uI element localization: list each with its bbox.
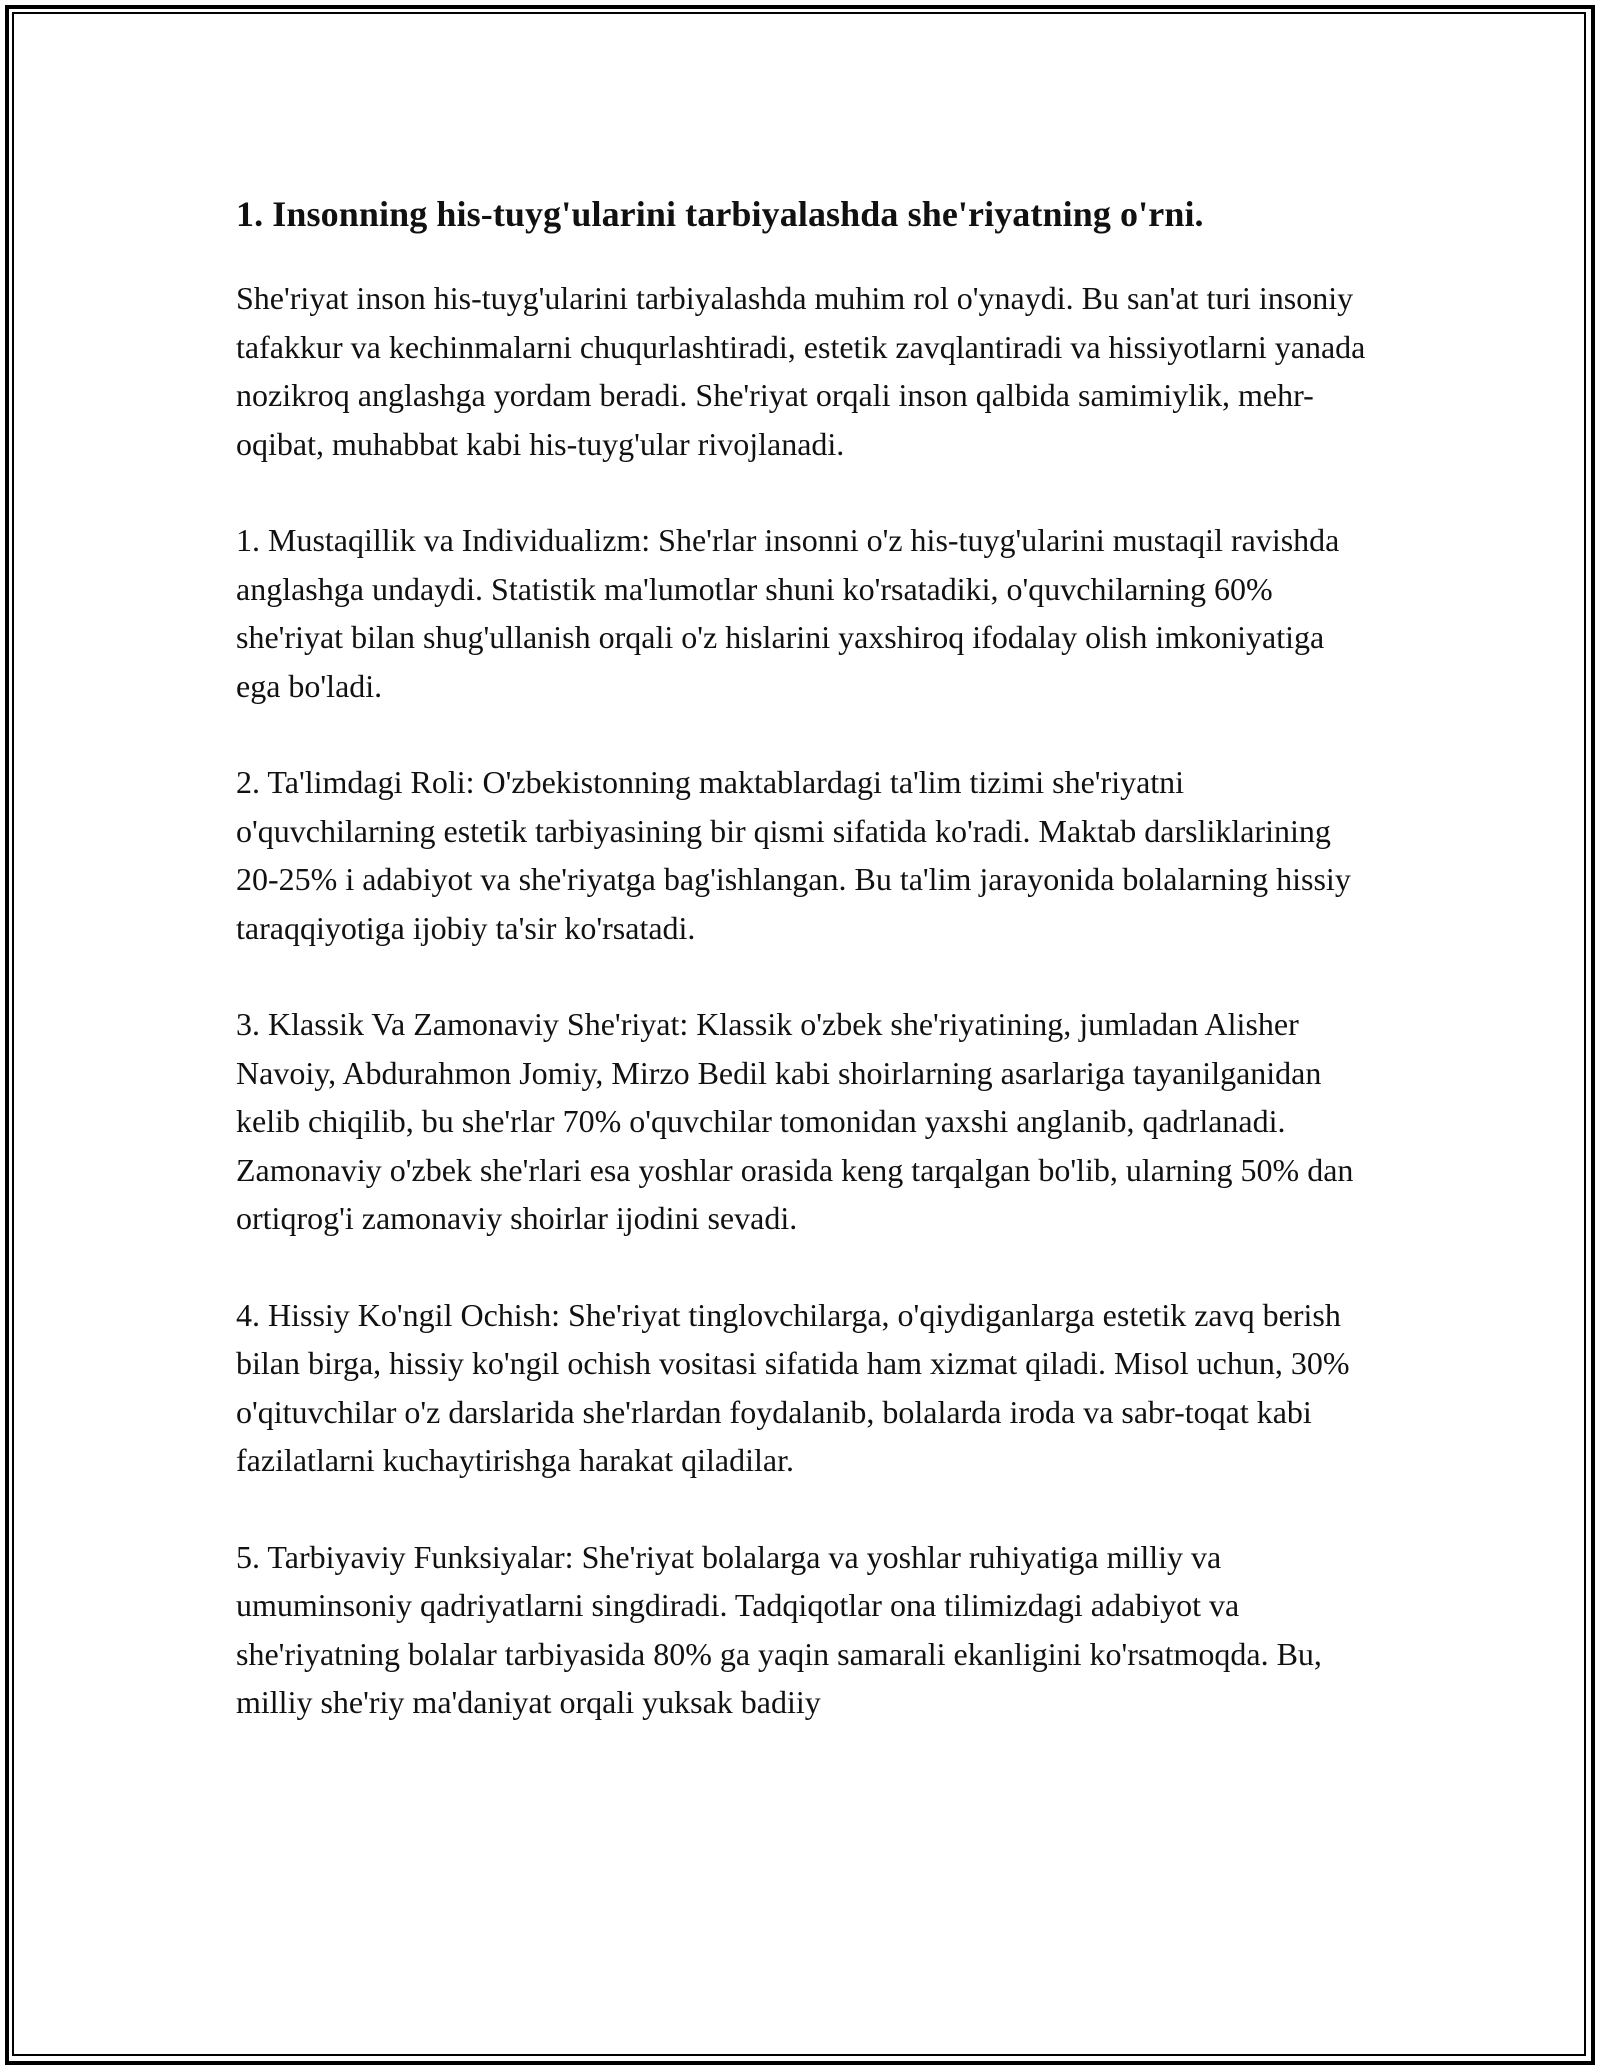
point-1-paragraph: 1. Mustaqillik va Individualizm: She'rlar insonni o'z his-tuyg'ularini mustaqil ravishda anglashga undaydi. Statistik ma'lumotlar shuni ko'rsatadiki, o'quvchilarning 60% she'riyat bilan shug'ullanish orqali o'z hislarini yaxshiroq ifodalay olish imkoniyatiga ega bo'ladi. bbox=[236, 522, 1340, 704]
point-4-paragraph: 4. Hissiy Ko'ngil Ochish: She'riyat tinglovchilarga, o'qiydiganlarga estetik zavq berish bilan birga, hissiy ko'ngil ochish vositasi sifatida ham xizmat qiladi. Misol uchun, 30% o'qituvchilar o'z darslarida she'rlardan foydalanib, bolalarda iroda va sabr-toqat kabi fazilatlarni kuchaytirishga harakat qiladilar. bbox=[236, 1296, 1350, 1478]
point-2-paragraph: 2. Ta'limdagi Roli: O'zbekistonning maktablardagi ta'lim tizimi she'riyatni o'quvchilarning estetik tarbiyasining bir qismi sifatida ko'radi. Maktab darsliklarining 20-25% i adabiyot va she'riyatga bag'ishlangan. Bu ta'lim jarayonida bolalarning hissiy taraqqiyotiga ijobiy ta'sir ko'rsatadi. bbox=[236, 764, 1351, 946]
point-5-paragraph: 5. Tarbiyaviy Funksiyalar: She'riyat bolalarga va yoshlar ruhiyatiga milliy va umuminsoniy qadriyatlarni singdiradi. Tadqiqotlar ona tilimizdagi adabiyot va she'riyatning bolalar tarbiyasida 80% ga yaqin samarali ekanligini ko'rsatmoqda. Bu, milliy she'riy ma'daniyat orqali yuksak badiiy bbox=[236, 1538, 1322, 1720]
intro-paragraph: She'riyat inson his-tuyg'ularini tarbiyalashda muhim rol o'ynaydi. Bu san'at turi insoniy tafakkur va kechinmalarni chuqurlashtiradi, estetik zavqlantiradi va hissiyotlarni yanada nozikroq anglashga yordam beradi. She'riyat orqali inson qalbida samimiylik, mehr-oqibat, muhabbat kabi his-tuyg'ular rivojlanadi. bbox=[236, 280, 1366, 462]
point-3-paragraph: 3. Klassik Va Zamonaviy She'riyat: Klassik o'zbek she'riyatining, jumladan Alisher Navoiy, Abdurahmon Jomiy, Mirzo Bedil kabi shoirlarning asarlariga tayanilganidan kelib chiqilib, bu she'rlar 70% o'quvchilar tomonidan yaxshi anglanib, qadrlanadi. Zamonaviy o'zbek she'rlari esa yoshlar orasida keng tarqalgan bo'lib, ularning 50% dan ortiqrog'i zamonaviy shoirlar ijodini sevadi. bbox=[236, 1006, 1354, 1236]
document-body bbox=[236, 186, 1376, 1775]
section-heading: 1. Insonning his-tuyg'ularini tarbiyalashda she'riyatning o'rni. bbox=[236, 194, 1204, 234]
